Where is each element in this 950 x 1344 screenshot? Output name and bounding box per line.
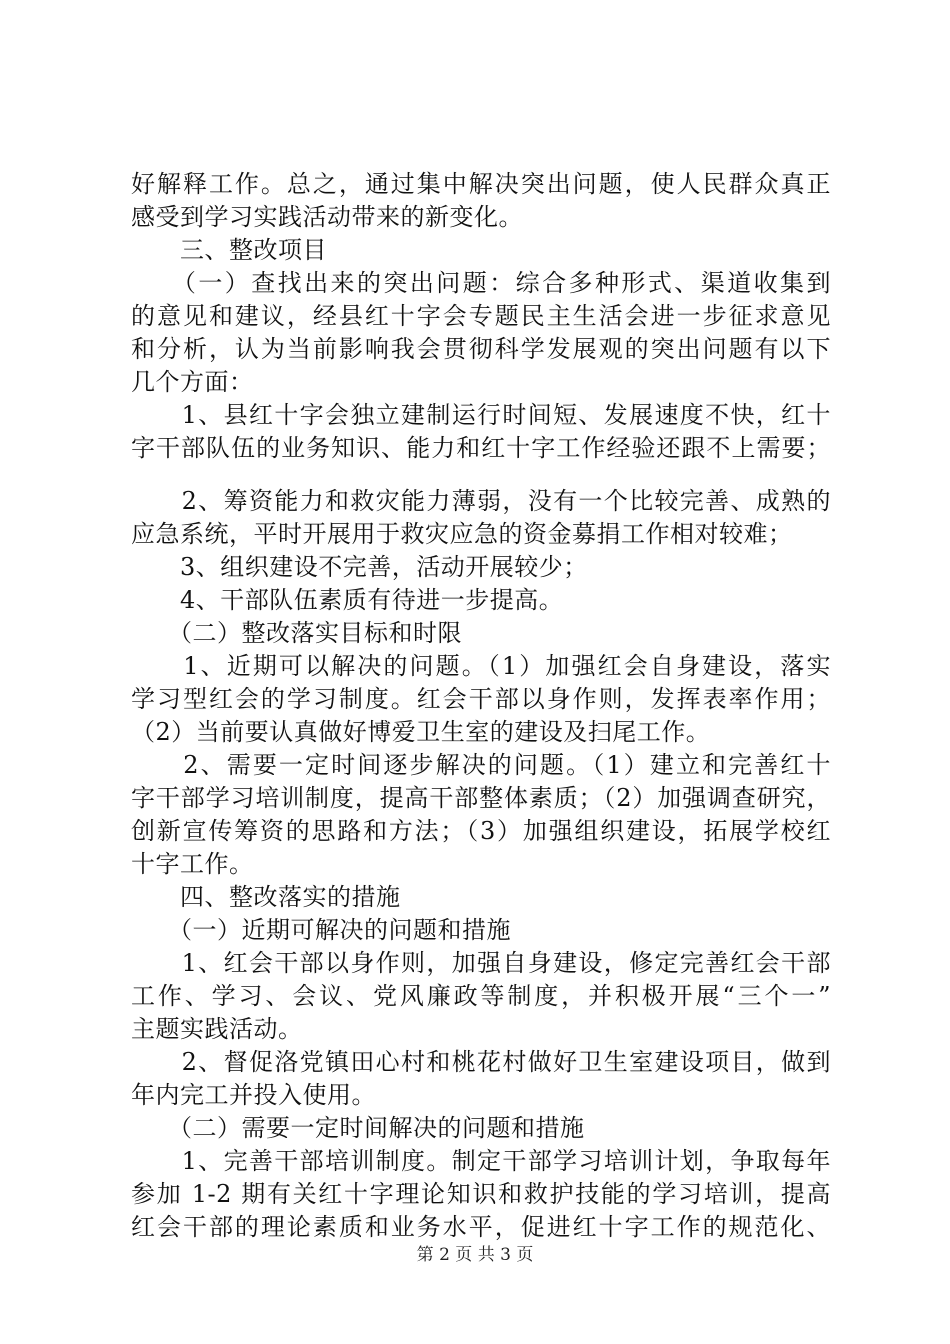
text-line: 感受到学习实践活动带来的新变化。 bbox=[131, 203, 523, 231]
text-line: 2、需要一定时间逐步解决的问题。（1）建立和完善红十 bbox=[131, 751, 831, 779]
document-body bbox=[131, 168, 831, 1244]
text-line: 应急系统，平时开展用于救灾应急的资金募捐工作相对较难； bbox=[131, 520, 793, 548]
subsection-heading: （二）需要一定时间解决的问题和措施 bbox=[131, 1114, 585, 1142]
text-line: 学习型红会的学习制度。红会干部以身作则，发挥表率作用； bbox=[131, 685, 831, 713]
text-line: 工作、学习、会议、党风廉政等制度，并积极开展“三个一” bbox=[131, 982, 831, 1010]
text-line: 的意见和建议，经县红十字会专题民主生活会进一步征求意见 bbox=[131, 302, 831, 330]
section-heading: 三、整改项目 bbox=[131, 236, 327, 264]
page-number-footer: 第 2 页 共 3 页 bbox=[416, 1245, 534, 1265]
text-line: 3、组织建设不完善，活动开展较少； bbox=[131, 553, 588, 581]
text-line: （2）当前要认真做好博爱卫生室的建设及扫尾工作。 bbox=[131, 718, 711, 746]
text-line: 2、督促洛党镇田心村和桃花村做好卫生室建设项目，做到 bbox=[131, 1048, 831, 1076]
text-line: （一）查找出来的突出问题：综合多种形式、渠道收集到 bbox=[131, 269, 831, 297]
text-line: 好解释工作。总之，通过集中解决突出问题，使人民群众真正 bbox=[131, 170, 831, 198]
text-line: 字干部队伍的业务知识、能力和红十字工作经验还跟不上需要； bbox=[131, 434, 831, 462]
subsection-heading: （二）整改落实目标和时限 bbox=[131, 619, 462, 647]
paragraph-gap bbox=[131, 465, 831, 485]
text-line: 创新宣传筹资的思路和方法；（3）加强组织建设，拓展学校红 bbox=[131, 817, 831, 845]
text-line: 主题实践活动。 bbox=[131, 1015, 303, 1043]
text-line: 年内完工并投入使用。 bbox=[131, 1081, 376, 1109]
subsection-heading: （一）近期可解决的问题和措施 bbox=[131, 916, 511, 944]
text-line: 4、干部队伍素质有待进一步提高。 bbox=[131, 586, 564, 614]
text-line: 红会干部的理论素质和业务水平，促进红十字工作的规范化、 bbox=[131, 1213, 831, 1241]
text-line: 1、近期可以解决的问题。（1）加强红会自身建设，落实 bbox=[131, 652, 831, 680]
text-line: 1、县红十字会独立建制运行时间短、发展速度不快，红十 bbox=[131, 401, 831, 429]
text-line: 1、完善干部培训制度。制定干部学习培训计划，争取每年 bbox=[131, 1147, 831, 1175]
section-heading: 四、整改落实的措施 bbox=[131, 883, 401, 911]
text-line: 2、筹资能力和救灾能力薄弱，没有一个比较完善、成熟的 bbox=[131, 487, 831, 515]
text-line: 十字工作。 bbox=[131, 850, 254, 878]
text-line: 参加 1-2 期有关红十字理论知识和救护技能的学习培训，提高 bbox=[131, 1180, 831, 1208]
text-line: 和分析，认为当前影响我会贯彻科学发展观的突出问题有以下 bbox=[131, 335, 831, 363]
text-line: 1、红会干部以身作则，加强自身建设，修定完善红会干部 bbox=[131, 949, 831, 977]
text-line: 字干部学习培训制度，提高干部整体素质；（2）加强调查研究， bbox=[131, 784, 831, 812]
text-line: 几个方面： bbox=[131, 368, 254, 396]
